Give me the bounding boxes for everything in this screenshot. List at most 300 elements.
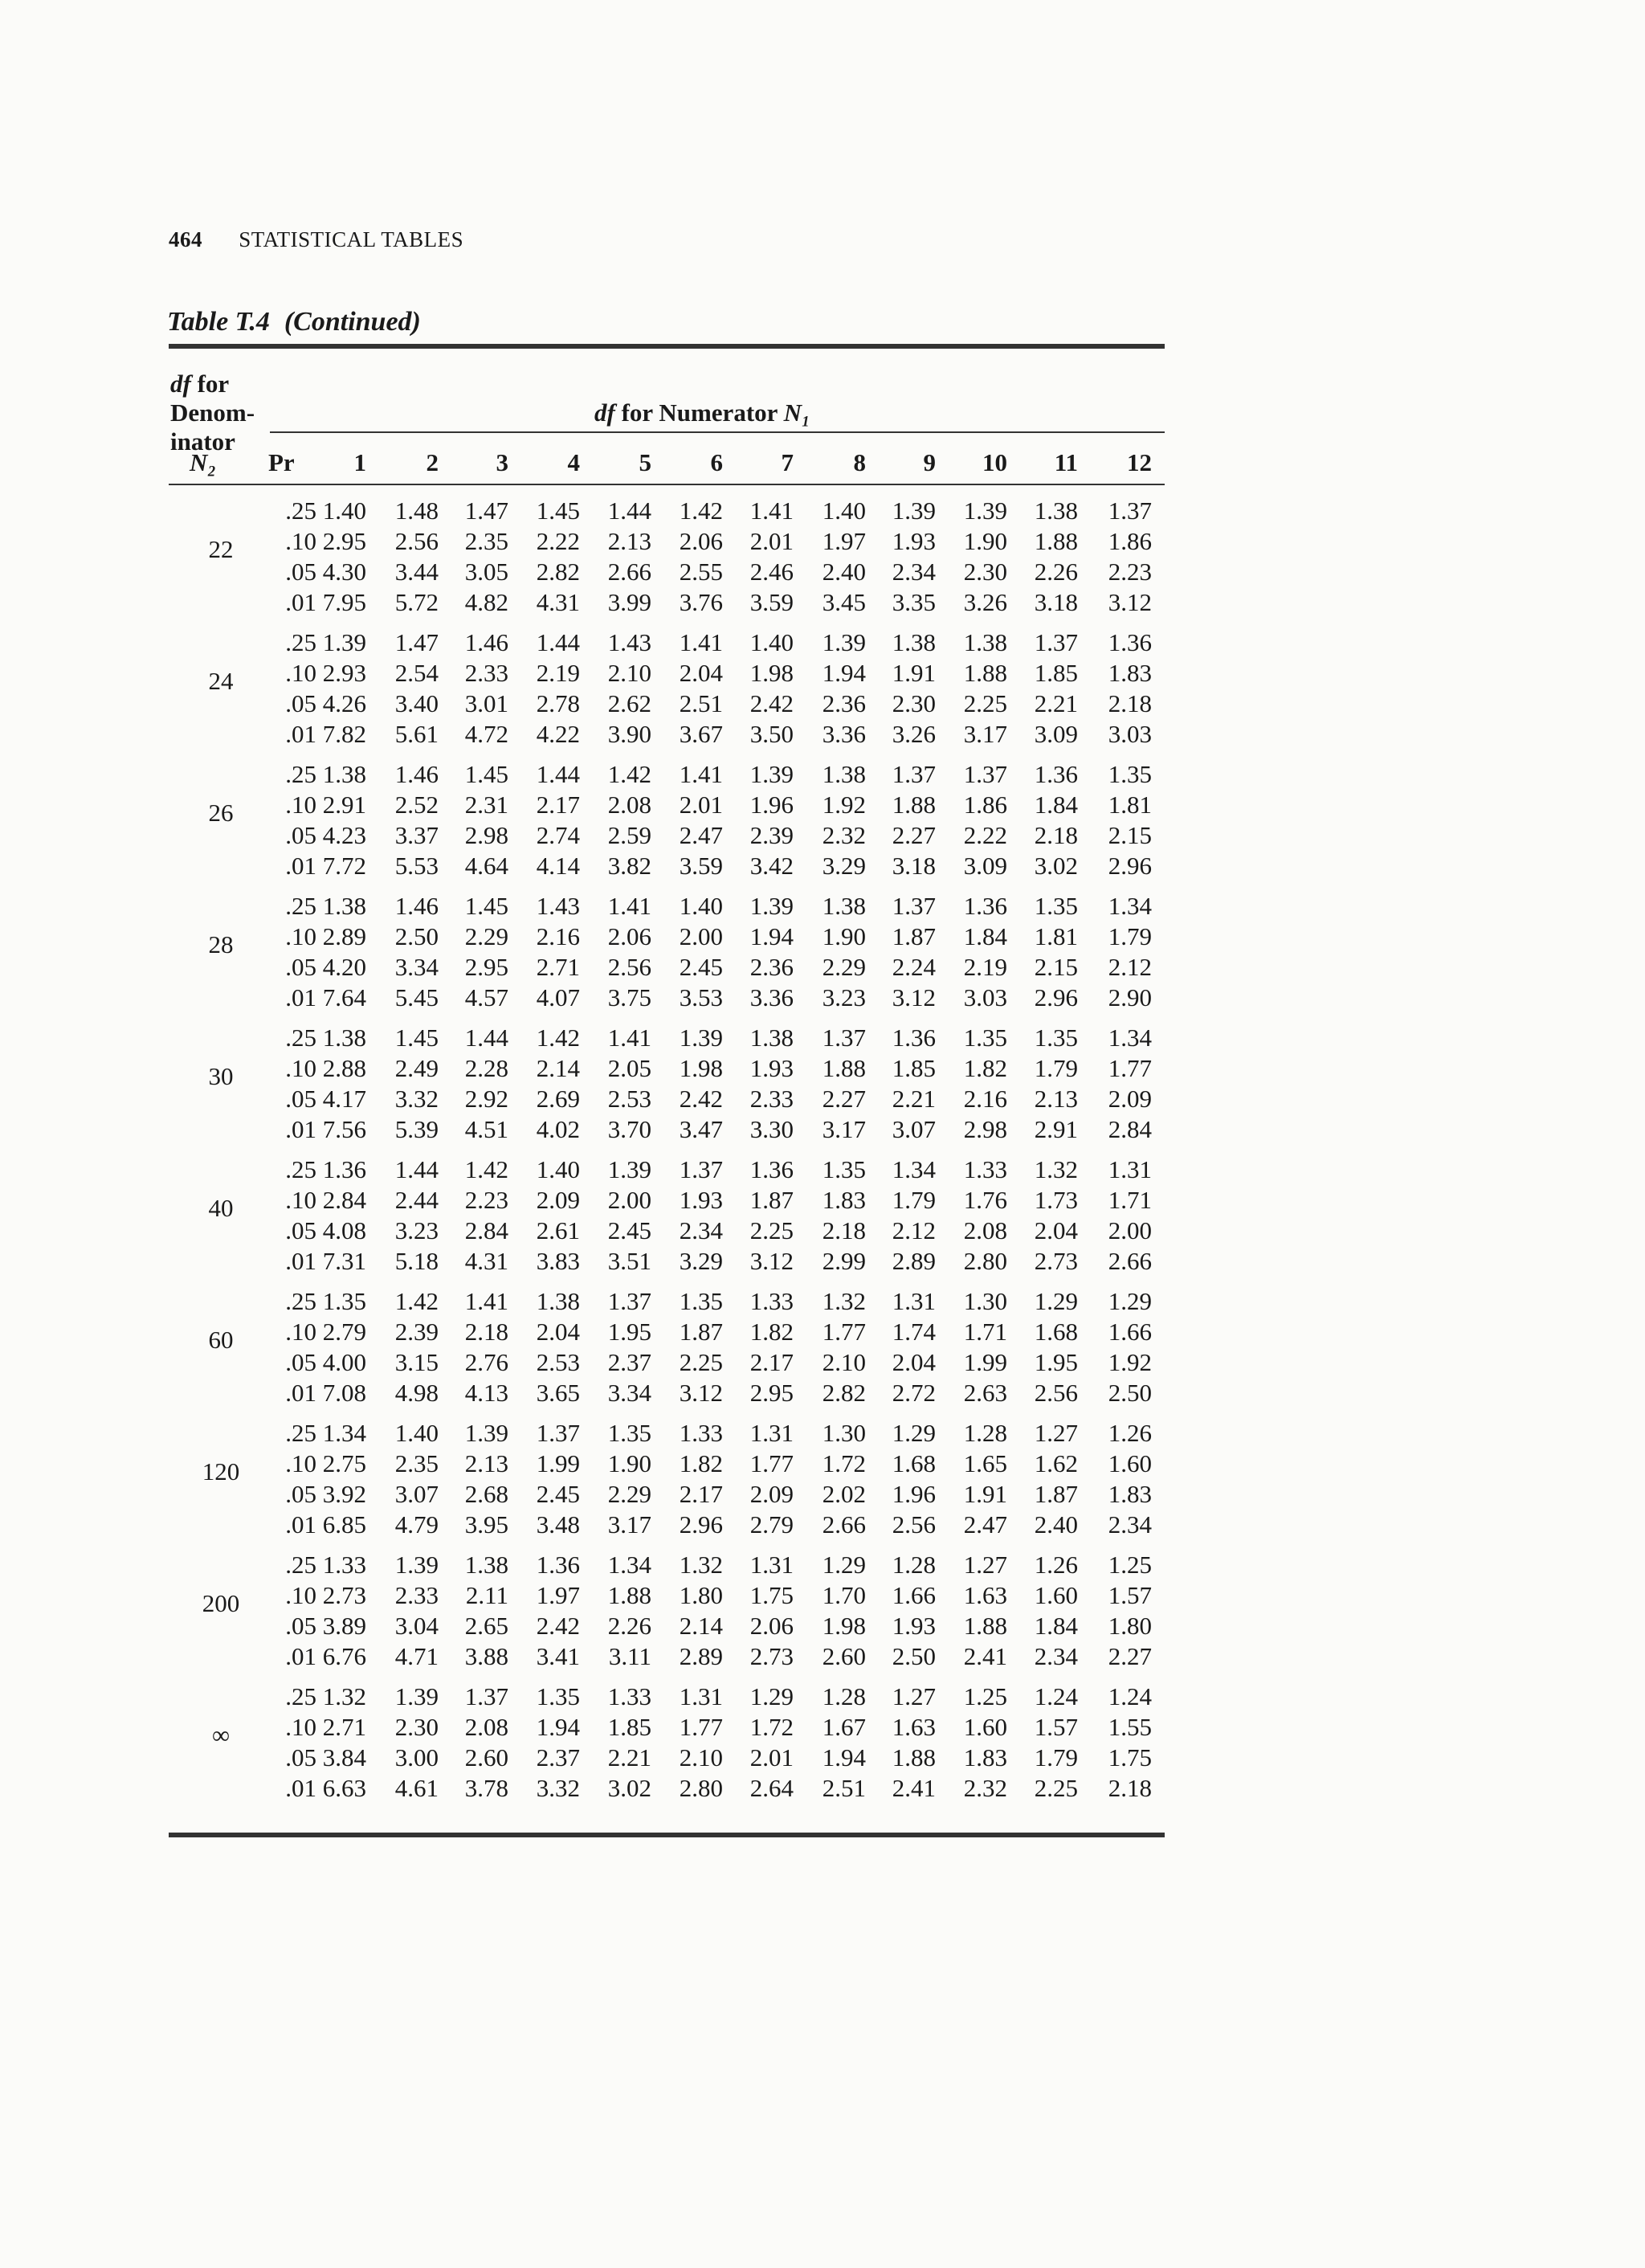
value-cell: 1.36 <box>963 892 1007 920</box>
value-cell: 1.84 <box>1034 1612 1078 1640</box>
value-cell: 1.83 <box>963 1743 1007 1771</box>
value-cell: 1.63 <box>892 1713 936 1741</box>
table-row <box>169 1155 1165 1186</box>
value-cell: 1.40 <box>822 497 866 525</box>
value-cell: 1.46 <box>394 760 439 788</box>
value-cell: 1.38 <box>536 1287 580 1315</box>
value-cell: 1.88 <box>963 1612 1007 1640</box>
value-cell: 3.09 <box>963 852 1007 880</box>
value-cell: 3.83 <box>536 1247 580 1275</box>
table-row <box>169 1216 1165 1247</box>
value-cell: 1.40 <box>394 1419 439 1447</box>
value-cell: 1.57 <box>1108 1581 1152 1609</box>
probability-cell: .25 <box>285 1551 316 1579</box>
value-cell: 1.92 <box>822 791 866 819</box>
probability-cell: .10 <box>285 1318 316 1346</box>
value-cell: 2.25 <box>749 1216 794 1244</box>
value-cell: 2.35 <box>394 1449 439 1477</box>
value-cell: 3.42 <box>749 852 794 880</box>
value-cell: 1.80 <box>679 1581 723 1609</box>
value-cell: 3.00 <box>394 1743 439 1771</box>
value-cell: 2.10 <box>607 659 651 687</box>
value-cell: 2.04 <box>679 659 723 687</box>
table-caption-continued: (Continued) <box>284 307 421 337</box>
value-cell: 1.85 <box>1034 659 1078 687</box>
value-cell: 1.42 <box>394 1287 439 1315</box>
value-cell: 3.59 <box>679 852 723 880</box>
value-cell: 2.96 <box>1108 852 1152 880</box>
value-cell: 1.37 <box>892 760 936 788</box>
value-cell: 1.45 <box>394 1024 439 1052</box>
value-cell: 3.59 <box>749 588 794 616</box>
value-cell: 2.89 <box>322 922 366 950</box>
value-cell: 2.10 <box>679 1743 723 1771</box>
column-header: 10 <box>982 448 1007 476</box>
value-cell: 4.26 <box>322 689 366 717</box>
value-cell: 2.42 <box>536 1612 580 1640</box>
table-row <box>169 983 1165 1014</box>
value-cell: 1.36 <box>892 1024 936 1052</box>
value-cell: 1.95 <box>1034 1348 1078 1376</box>
value-cell: 1.32 <box>1034 1155 1078 1183</box>
table-caption-label: Table T.4 <box>167 307 270 337</box>
value-cell: 2.23 <box>464 1186 508 1214</box>
value-cell: 1.71 <box>1108 1186 1152 1214</box>
value-cell: 1.87 <box>892 922 936 950</box>
value-cell: 2.21 <box>607 1743 651 1771</box>
value-cell: 3.41 <box>536 1642 580 1670</box>
probability-cell: .25 <box>285 1155 316 1183</box>
probability-cell: .01 <box>285 852 316 880</box>
probability-cell: .05 <box>285 821 316 849</box>
value-cell: 2.28 <box>464 1054 508 1082</box>
value-cell: 1.93 <box>892 1612 936 1640</box>
value-cell: 6.85 <box>322 1510 366 1539</box>
value-cell: 2.73 <box>749 1642 794 1670</box>
value-cell: 3.53 <box>679 983 723 1011</box>
table-row <box>169 1612 1165 1642</box>
column-header: 4 <box>567 448 580 476</box>
value-cell: 1.44 <box>536 628 580 656</box>
value-cell: 1.25 <box>963 1682 1007 1710</box>
header-rule <box>169 484 1165 485</box>
value-cell: 1.42 <box>607 760 651 788</box>
value-cell: 3.45 <box>822 588 866 616</box>
value-cell: 1.38 <box>963 628 1007 656</box>
value-cell: 4.20 <box>322 953 366 981</box>
table-row <box>169 720 1165 750</box>
value-cell: 1.41 <box>464 1287 508 1315</box>
value-cell: 3.48 <box>536 1510 580 1539</box>
value-cell: 2.25 <box>963 689 1007 717</box>
value-cell: 2.56 <box>1034 1379 1078 1407</box>
value-cell: 2.95 <box>464 953 508 981</box>
value-cell: 5.45 <box>394 983 439 1011</box>
value-cell: 2.51 <box>822 1774 866 1802</box>
value-cell: 2.96 <box>679 1510 723 1539</box>
value-cell: 2.00 <box>679 922 723 950</box>
value-cell: 1.44 <box>464 1024 508 1052</box>
table-row <box>169 1115 1165 1146</box>
value-cell: 2.09 <box>536 1186 580 1214</box>
row-group <box>169 1682 1165 1814</box>
value-cell: 2.30 <box>963 558 1007 586</box>
value-cell: 1.77 <box>822 1318 866 1346</box>
value-cell: 1.38 <box>322 892 366 920</box>
value-cell: 2.46 <box>749 558 794 586</box>
value-cell: 1.36 <box>1034 760 1078 788</box>
probability-cell: .05 <box>285 1743 316 1771</box>
value-cell: 2.39 <box>749 821 794 849</box>
value-cell: 1.87 <box>1034 1480 1078 1508</box>
value-cell: 1.82 <box>749 1318 794 1346</box>
table-row <box>169 1287 1165 1318</box>
value-cell: 1.94 <box>822 1743 866 1771</box>
stub-head <box>170 370 255 456</box>
value-cell: 1.88 <box>963 659 1007 687</box>
value-cell: 1.85 <box>607 1713 651 1741</box>
value-cell: 2.32 <box>963 1774 1007 1802</box>
value-cell: 1.36 <box>749 1155 794 1183</box>
value-cell: 3.78 <box>464 1774 508 1802</box>
value-cell: 2.47 <box>679 821 723 849</box>
value-cell: 1.88 <box>1034 527 1078 555</box>
numerator-head-df: df <box>594 398 615 427</box>
value-cell: 1.57 <box>1034 1713 1078 1741</box>
value-cell: 1.66 <box>1108 1318 1152 1346</box>
table-row <box>169 1085 1165 1115</box>
value-cell: 4.13 <box>464 1379 508 1407</box>
value-cell: 2.53 <box>607 1085 651 1113</box>
value-cell: 3.32 <box>394 1085 439 1113</box>
table-row <box>169 1551 1165 1581</box>
value-cell: 1.79 <box>1108 922 1152 950</box>
value-cell: 2.37 <box>607 1348 651 1376</box>
value-cell: 2.08 <box>963 1216 1007 1244</box>
column-header: 3 <box>496 448 508 476</box>
probability-cell: .10 <box>285 527 316 555</box>
value-cell: 5.61 <box>394 720 439 748</box>
value-cell: 1.79 <box>892 1186 936 1214</box>
value-cell: 2.44 <box>394 1186 439 1214</box>
table-row <box>169 791 1165 821</box>
table-row <box>169 1419 1165 1449</box>
probability-cell: .10 <box>285 659 316 687</box>
value-cell: 2.18 <box>1108 1774 1152 1802</box>
denominator-df-label: 30 <box>208 1062 234 1090</box>
value-cell: 1.41 <box>679 760 723 788</box>
table-body <box>169 497 1165 1814</box>
value-cell: 1.34 <box>1108 1024 1152 1052</box>
value-cell: 6.63 <box>322 1774 366 1802</box>
value-cell: 1.41 <box>749 497 794 525</box>
probability-cell: .05 <box>285 1348 316 1376</box>
table-row <box>169 1581 1165 1612</box>
value-cell: 2.37 <box>536 1743 580 1771</box>
value-cell: 1.39 <box>892 497 936 525</box>
value-cell: 1.77 <box>679 1713 723 1741</box>
value-cell: 3.51 <box>607 1247 651 1275</box>
value-cell: 2.39 <box>394 1318 439 1346</box>
value-cell: 1.39 <box>963 497 1007 525</box>
stub-head-df: df <box>170 370 191 398</box>
value-cell: 1.35 <box>1034 892 1078 920</box>
stub-head-inator: inator <box>170 427 235 456</box>
value-cell: 1.44 <box>607 497 651 525</box>
value-cell: 2.19 <box>536 659 580 687</box>
value-cell: 1.41 <box>679 628 723 656</box>
value-cell: 2.49 <box>394 1054 439 1082</box>
probability-cell: .05 <box>285 953 316 981</box>
value-cell: 1.37 <box>464 1682 508 1710</box>
value-cell: 1.42 <box>536 1024 580 1052</box>
value-cell: 1.34 <box>607 1551 651 1579</box>
value-cell: 1.37 <box>1034 628 1078 656</box>
value-cell: 3.02 <box>1034 852 1078 880</box>
table-row <box>169 1510 1165 1541</box>
value-cell: 2.73 <box>322 1581 366 1609</box>
probability-cell: .01 <box>285 720 316 748</box>
value-cell: 3.18 <box>1034 588 1078 616</box>
value-cell: 2.60 <box>822 1642 866 1670</box>
probability-cell: .25 <box>285 892 316 920</box>
value-cell: 1.38 <box>322 760 366 788</box>
value-cell: 1.82 <box>679 1449 723 1477</box>
value-cell: 2.06 <box>749 1612 794 1640</box>
value-cell: 1.37 <box>607 1287 651 1315</box>
denominator-df-label: 26 <box>208 799 234 827</box>
probability-cell: .01 <box>285 588 316 616</box>
value-cell: 5.53 <box>394 852 439 880</box>
value-cell: 2.29 <box>607 1480 651 1508</box>
value-cell: 1.37 <box>892 892 936 920</box>
value-cell: 3.04 <box>394 1612 439 1640</box>
value-cell: 1.66 <box>892 1581 936 1609</box>
value-cell: 2.61 <box>536 1216 580 1244</box>
value-cell: 4.08 <box>322 1216 366 1244</box>
column-header: 2 <box>426 448 439 476</box>
value-cell: 1.88 <box>822 1054 866 1082</box>
value-cell: 2.32 <box>822 821 866 849</box>
value-cell: 2.52 <box>394 791 439 819</box>
value-cell: 2.74 <box>536 821 580 849</box>
value-cell: 1.80 <box>1108 1612 1152 1640</box>
value-cell: 1.35 <box>1108 760 1152 788</box>
column-header: 7 <box>781 448 794 476</box>
denominator-df-label: 40 <box>208 1194 234 1222</box>
value-cell: 6.76 <box>322 1642 366 1670</box>
value-cell: 2.45 <box>607 1216 651 1244</box>
value-cell: 2.64 <box>749 1774 794 1802</box>
value-cell: 1.38 <box>464 1551 508 1579</box>
value-cell: 1.87 <box>679 1318 723 1346</box>
value-cell: 3.29 <box>822 852 866 880</box>
value-cell: 1.45 <box>536 497 580 525</box>
table-row <box>169 497 1165 527</box>
probability-cell: .05 <box>285 558 316 586</box>
value-cell: 1.29 <box>749 1682 794 1710</box>
value-cell: 1.37 <box>963 760 1007 788</box>
value-cell: 1.76 <box>963 1186 1007 1214</box>
value-cell: 2.18 <box>1034 821 1078 849</box>
value-cell: 1.46 <box>464 628 508 656</box>
value-cell: 1.39 <box>607 1155 651 1183</box>
probability-cell: .25 <box>285 1287 316 1315</box>
value-cell: 3.15 <box>394 1348 439 1376</box>
probability-cell: .05 <box>285 1085 316 1113</box>
value-cell: 2.90 <box>1108 983 1152 1011</box>
probability-cell: .01 <box>285 1247 316 1275</box>
value-cell: 1.35 <box>322 1287 366 1315</box>
value-cell: 1.47 <box>394 628 439 656</box>
value-cell: 1.83 <box>822 1186 866 1214</box>
value-cell: 2.95 <box>322 527 366 555</box>
table-row <box>169 1024 1165 1054</box>
value-cell: 1.36 <box>1108 628 1152 656</box>
value-cell: 2.11 <box>465 1581 508 1609</box>
value-cell: 1.38 <box>822 760 866 788</box>
value-cell: 1.62 <box>1034 1449 1078 1477</box>
value-cell: 3.47 <box>679 1115 723 1143</box>
value-cell: 1.35 <box>679 1287 723 1315</box>
value-cell: 2.06 <box>607 922 651 950</box>
value-cell: 1.79 <box>1034 1054 1078 1082</box>
numerator-head <box>594 398 810 427</box>
value-cell: 3.12 <box>892 983 936 1011</box>
table-row <box>169 922 1165 953</box>
value-cell: 1.93 <box>892 527 936 555</box>
value-cell: 1.39 <box>394 1551 439 1579</box>
value-cell: 2.69 <box>536 1085 580 1113</box>
table-row <box>169 689 1165 720</box>
stub-head-denom: Denom- <box>170 398 255 427</box>
value-cell: 2.91 <box>1034 1115 1078 1143</box>
value-cell: 1.35 <box>822 1155 866 1183</box>
value-cell: 3.05 <box>464 558 508 586</box>
value-cell: 1.72 <box>822 1449 866 1477</box>
value-cell: 3.92 <box>322 1480 366 1508</box>
value-cell: 1.37 <box>1108 497 1152 525</box>
value-cell: 1.39 <box>394 1682 439 1710</box>
value-cell: 5.72 <box>394 588 439 616</box>
value-cell: 2.51 <box>679 689 723 717</box>
value-cell: 1.86 <box>963 791 1007 819</box>
table-row <box>169 1743 1165 1774</box>
value-cell: 4.07 <box>536 983 580 1011</box>
value-cell: 1.41 <box>607 892 651 920</box>
value-cell: 2.33 <box>464 659 508 687</box>
value-cell: 2.02 <box>822 1480 866 1508</box>
value-cell: 2.56 <box>394 527 439 555</box>
value-cell: 4.61 <box>394 1774 439 1802</box>
stub-head-for: for <box>197 370 230 398</box>
value-cell: 3.07 <box>394 1480 439 1508</box>
value-cell: 1.84 <box>963 922 1007 950</box>
value-cell: 3.88 <box>464 1642 508 1670</box>
table-row <box>169 1682 1165 1713</box>
value-cell: 2.01 <box>749 527 794 555</box>
value-cell: 1.71 <box>963 1318 1007 1346</box>
value-cell: 1.29 <box>1108 1287 1152 1315</box>
table-row <box>169 760 1165 791</box>
value-cell: 3.99 <box>607 588 651 616</box>
probability-cell: .10 <box>285 1054 316 1082</box>
value-cell: 2.96 <box>1034 983 1078 1011</box>
value-cell: 1.34 <box>1108 892 1152 920</box>
value-cell: 5.39 <box>394 1115 439 1143</box>
value-cell: 2.34 <box>679 1216 723 1244</box>
probability-cell: .05 <box>285 689 316 717</box>
value-cell: 2.66 <box>1108 1247 1152 1275</box>
value-cell: 2.21 <box>1034 689 1078 717</box>
value-cell: 2.75 <box>322 1449 366 1477</box>
value-cell: 1.44 <box>394 1155 439 1183</box>
column-header: 8 <box>853 448 866 476</box>
value-cell: 4.79 <box>394 1510 439 1539</box>
value-cell: 1.93 <box>749 1054 794 1082</box>
value-cell: 4.51 <box>464 1115 508 1143</box>
value-cell: 2.55 <box>679 558 723 586</box>
probability-cell: .25 <box>285 628 316 656</box>
value-cell: 1.44 <box>536 760 580 788</box>
value-cell: 1.96 <box>749 791 794 819</box>
value-cell: 2.12 <box>1108 953 1152 981</box>
value-cell: 2.80 <box>679 1774 723 1802</box>
value-cell: 4.57 <box>464 983 508 1011</box>
value-cell: 2.36 <box>749 953 794 981</box>
value-cell: 7.56 <box>322 1115 366 1143</box>
probability-cell: .25 <box>285 497 316 525</box>
value-cell: 1.88 <box>607 1581 651 1609</box>
value-cell: 2.84 <box>322 1186 366 1214</box>
value-cell: 1.90 <box>607 1449 651 1477</box>
value-cell: 1.98 <box>749 659 794 687</box>
value-cell: 1.85 <box>892 1054 936 1082</box>
value-cell: 3.35 <box>892 588 936 616</box>
value-cell: 1.32 <box>822 1287 866 1315</box>
table-row <box>169 1713 1165 1743</box>
probability-cell: .10 <box>285 1449 316 1477</box>
value-cell: 2.47 <box>963 1510 1007 1539</box>
value-cell: 1.60 <box>1108 1449 1152 1477</box>
value-cell: 3.23 <box>822 983 866 1011</box>
probability-cell: .01 <box>285 1774 316 1802</box>
value-cell: 1.93 <box>679 1186 723 1214</box>
value-cell: 2.10 <box>822 1348 866 1376</box>
value-cell: 1.90 <box>963 527 1007 555</box>
value-cell: 1.63 <box>963 1581 1007 1609</box>
value-cell: 4.30 <box>322 558 366 586</box>
value-cell: 4.64 <box>464 852 508 880</box>
value-cell: 2.99 <box>822 1247 866 1275</box>
table-row <box>169 558 1165 588</box>
table-row <box>169 892 1165 922</box>
value-cell: 2.68 <box>464 1480 508 1508</box>
value-cell: 1.47 <box>464 497 508 525</box>
page-number: 464 <box>169 227 202 251</box>
value-cell: 1.28 <box>963 1419 1007 1447</box>
value-cell: 2.98 <box>963 1115 1007 1143</box>
value-cell: 1.98 <box>679 1054 723 1082</box>
value-cell: 2.76 <box>464 1348 508 1376</box>
value-cell: 2.22 <box>536 527 580 555</box>
value-cell: 2.91 <box>322 791 366 819</box>
value-cell: 2.21 <box>892 1085 936 1113</box>
value-cell: 2.59 <box>607 821 651 849</box>
value-cell: 2.84 <box>1108 1115 1152 1143</box>
value-cell: 3.70 <box>607 1115 651 1143</box>
value-cell: 2.29 <box>464 922 508 950</box>
